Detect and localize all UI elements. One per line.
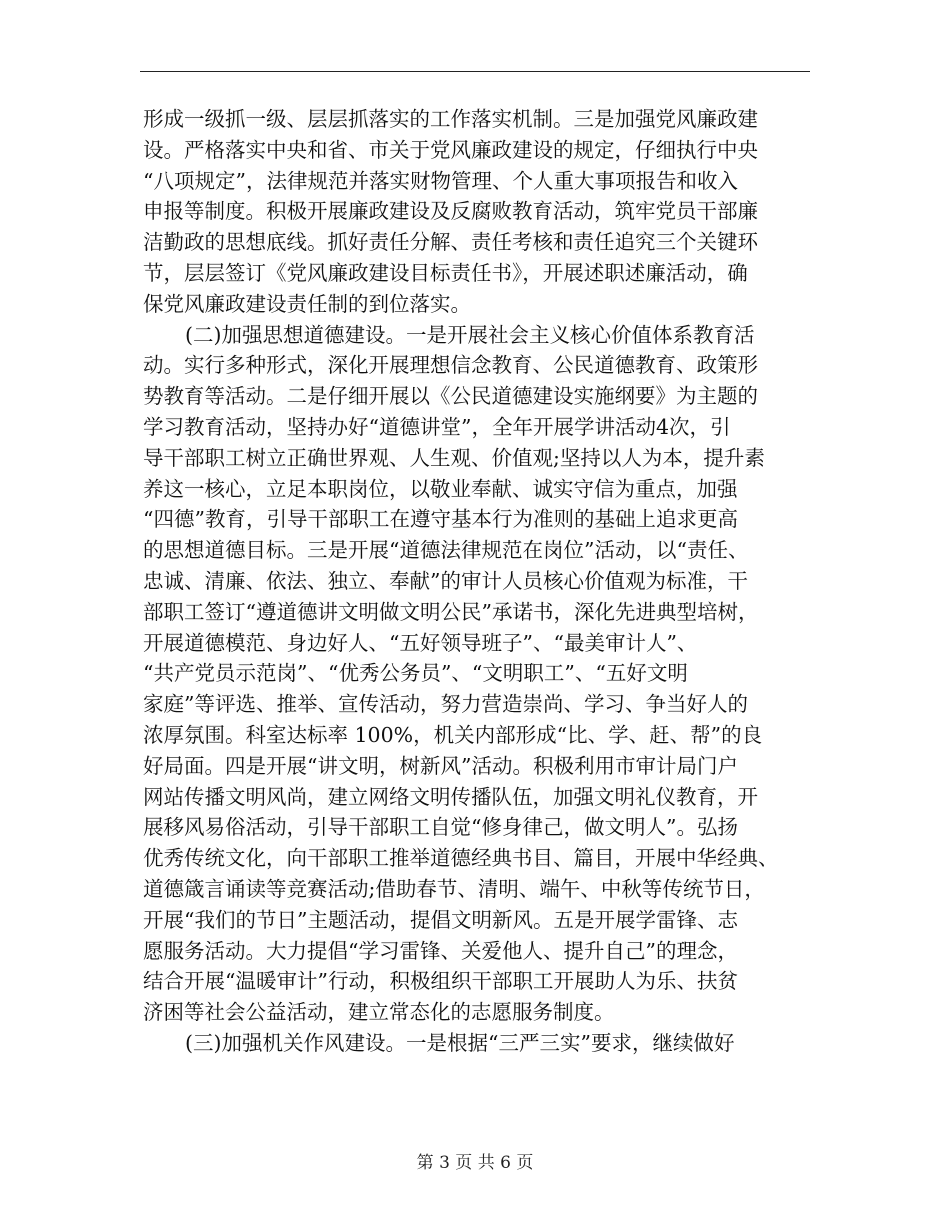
text-line: 结合开展“温暖审计”行动，积极组织干部职工开展助人为乐、扶贫 (143, 969, 738, 994)
text-line: 申报等制度。积极开展廉政建设及反腐败教育活动，筑牢党员干部廉 (143, 199, 758, 224)
text-line: “四德”教育，引导干部职工在遵守基本行为准则的基础上追求更高 (143, 507, 738, 532)
text-line: 节，层层签订《党风廉政建设目标责任书》，开展述职述廉活动，确 (143, 260, 748, 285)
text-line: 济困等社会公益活动，建立常态化的志愿服务制度。 (143, 1000, 615, 1025)
header-divider (140, 71, 810, 72)
text-line: 养这一核心，立足本职岗位，以敬业奉献、诚实守信为重点，加强 (143, 476, 738, 501)
text-line: 浓厚氛围。科室达标率 100%，机关内部形成“比、学、赶、帮”的良 (143, 722, 763, 747)
text-line: 保党风廉政建设责任制的到位落实。 (143, 291, 471, 316)
page-number-footer: 第 3 页 共 6 页 (416, 1153, 534, 1173)
text-line: “共产党员示范岗”、“优秀公务员”、“文明职工”、“五好文明 (143, 661, 688, 686)
text-line: 家庭”等评选、推举、宣传活动，努力营造崇尚、学习、争当好人的 (143, 692, 748, 717)
text-line: 设。严格落实中央和省、市关于党风廉政建设的规定，仔细执行中央 (143, 137, 758, 162)
text-line: 道德箴言诵读等竞赛活动;借助春节、清明、端午、中秋等传统节日， (143, 876, 765, 901)
text-line: 开展“我们的节日”主题活动，提倡文明新风。五是开展学雷锋、志 (143, 907, 738, 932)
text-line: 部职工签订“遵道德讲文明做文明公民”承诺书，深化先进典型培树， (143, 599, 759, 624)
text-line: 忠诚、清廉、依法、独立、奉献”的审计人员核心价值观为标准，干 (143, 568, 748, 593)
text-line: 愿服务活动。大力提倡“学习雷锋、关爱他人、提升自己”的理念， (143, 938, 738, 963)
text-line: 的思想道德目标。三是开展“道德法律规范在岗位”活动，以“责任、 (143, 538, 749, 563)
text-line: 洁勤政的思想底线。抓好责任分解、责任考核和责任追究三个关键环 (143, 230, 758, 255)
text-line: 导干部职工树立正确世界观、人生观、价值观;坚持以人为本，提升素 (143, 445, 765, 470)
text-line: 好局面。四是开展“讲文明，树新风”活动。积极利用市审计局门户 (143, 753, 738, 778)
text-line: 开展道德模范、身边好人、“五好领导班子”、“最美审计人”、 (143, 630, 698, 655)
text-line: 动。实行多种形式，深化开展理想信念教育、公民道德教育、政策形 (143, 353, 758, 378)
text-line: 网站传播文明风尚，建立网络文明传播队伍，加强文明礼仪教育，开 (143, 784, 758, 809)
text-line: “八项规定”，法律规范并落实财物管理、个人重大事项报告和收入 (143, 168, 738, 193)
text-line: 势教育等活动。二是仔细开展以《公民道德建设实施纲要》为主题的 (143, 384, 758, 409)
text-line: 展移风易俗活动，引导干部职工自觉“修身律己，做文明人”。弘扬 (143, 815, 738, 840)
text-line: 优秀传统文化，向干部职工推举道德经典书目、篇目，开展中华经典、 (143, 846, 779, 871)
document-body (143, 104, 808, 1059)
text-line: 学习教育活动，坚持办好“道德讲堂”，全年开展学讲活动4次，引 (143, 414, 731, 439)
section-heading-line: (三)加强机关作风建设。一是根据“三严三实”要求，继续做好 (185, 1030, 735, 1055)
section-heading-line: (二)加强思想道德建设。一是开展社会主义核心价值体系教育活 (185, 322, 755, 347)
text-line: 形成一级抓一级、层层抓落实的工作落实机制。三是加强党风廉政建 (143, 107, 758, 131)
